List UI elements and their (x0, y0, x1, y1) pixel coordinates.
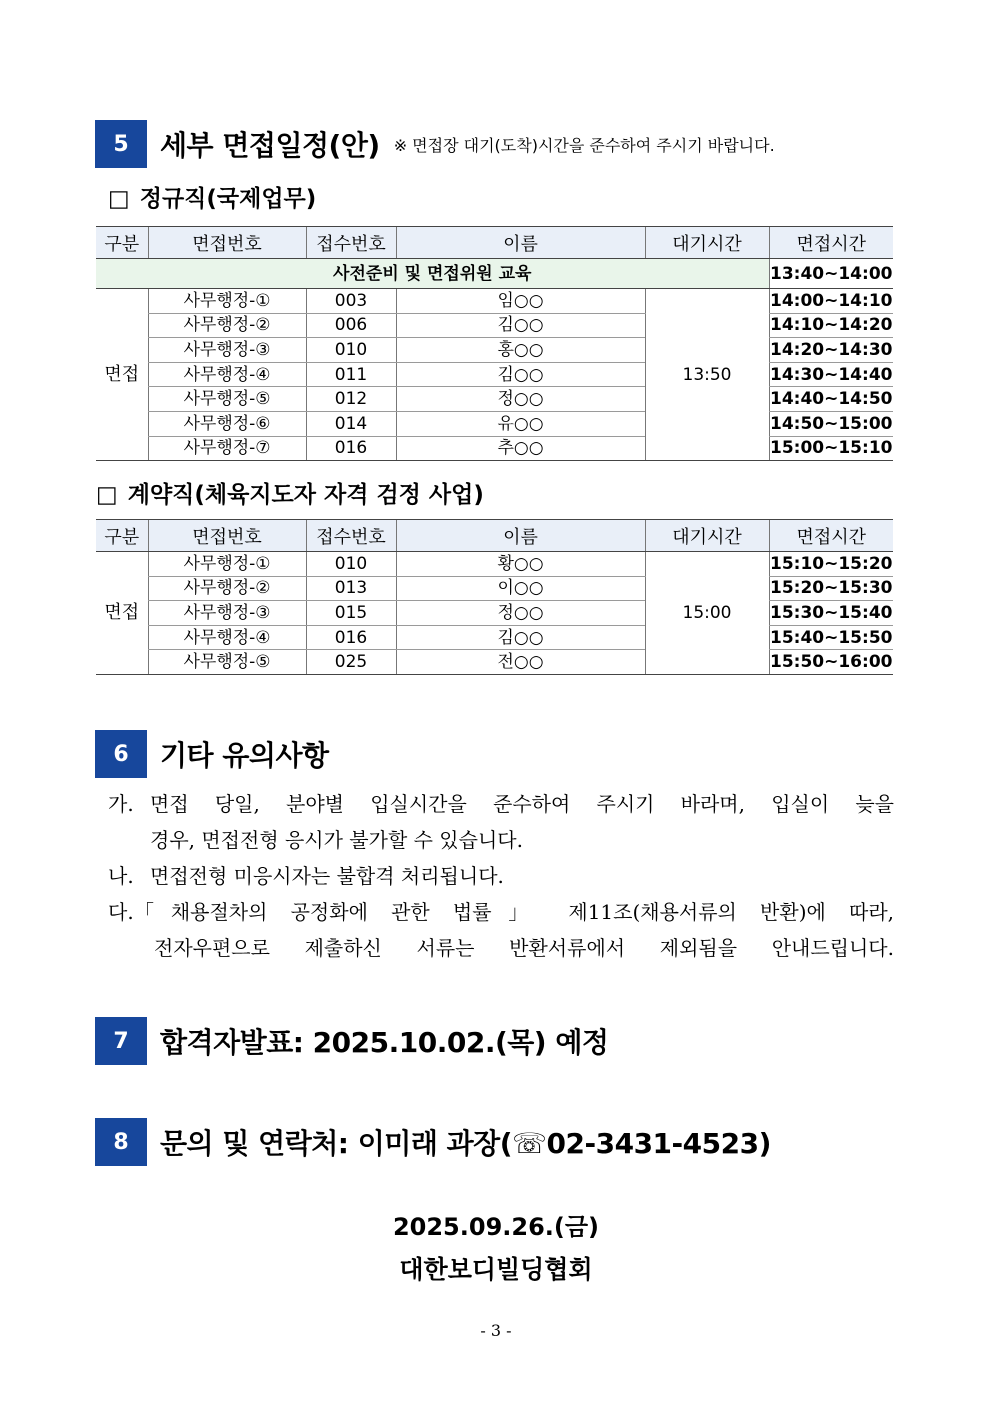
prep-label: 사전준비 및 면접위원 교육 (96, 259, 769, 289)
note-item (108, 786, 894, 858)
organization-name: 대한보디빌딩협회 (399, 1255, 593, 1284)
interview-time: 14:00~14:10 (769, 289, 893, 314)
document-date: 2025.09.26.(금) (392, 1213, 600, 1241)
header-interview-time: 면접시간 (769, 227, 893, 259)
table-row (96, 387, 893, 412)
regular-subtitle (108, 180, 316, 213)
note-line: 전자우편으로 제출하신 서류는 반환서류에서 제외됨을 안내드립니다. (154, 936, 894, 960)
table-row (96, 411, 893, 436)
table-header-row (96, 520, 893, 552)
table-row (96, 436, 893, 461)
applicant-name: 김○○ (396, 625, 645, 650)
interview-no: 사무행정-② (148, 576, 306, 601)
interview-time: 14:10~14:20 (769, 313, 893, 338)
header-interview-no: 면접번호 (148, 520, 306, 552)
section-number: 5 (95, 120, 147, 168)
applicant-name: 추○○ (396, 436, 645, 461)
applicant-name: 정○○ (396, 387, 645, 412)
section-number: 7 (95, 1017, 147, 1065)
header-wait-time: 대기시간 (645, 227, 769, 259)
section-5-header (95, 120, 775, 168)
header-name: 이름 (396, 520, 645, 552)
interview-no: 사무행정-② (148, 313, 306, 338)
reg-no: 012 (306, 387, 396, 412)
notes-list (108, 786, 894, 966)
interview-time: 14:20~14:30 (769, 338, 893, 363)
reg-no: 003 (306, 289, 396, 314)
reg-no: 015 (306, 601, 396, 626)
note-mark: 다. (108, 900, 134, 924)
note-item (108, 894, 894, 966)
group-cell: 면접 (96, 289, 148, 461)
note-line: 경우, 면접전형 응시가 불가할 수 있습니다. (150, 828, 523, 852)
applicant-name: 임○○ (396, 289, 645, 314)
table-row (96, 289, 893, 314)
interview-no: 사무행정-⑤ (148, 387, 306, 412)
note-mark: 나. (108, 864, 134, 888)
interview-time: 15:10~15:20 (769, 552, 893, 577)
applicant-name: 김○○ (396, 313, 645, 338)
reg-no: 014 (306, 411, 396, 436)
regular-schedule-table (96, 226, 893, 461)
prep-time: 13:40~14:00 (769, 259, 893, 289)
interview-no: 사무행정-③ (148, 338, 306, 363)
reg-no: 025 (306, 650, 396, 675)
group-cell: 면접 (96, 552, 148, 675)
wait-time: 13:50 (645, 289, 769, 461)
contract-schedule-table (96, 519, 893, 675)
note-line: 「채용절차의 공정화에 관한 법률」 제11조(채용서류의 반환)에 따라, (134, 900, 894, 924)
wait-time: 15:00 (645, 552, 769, 675)
interview-no: 사무행정-① (148, 552, 306, 577)
header-category: 구분 (96, 520, 148, 552)
header-interview-no: 면접번호 (148, 227, 306, 259)
reg-no: 010 (306, 552, 396, 577)
section-7-header (95, 1017, 608, 1065)
checkbox-glyph: □ (108, 186, 130, 212)
interview-time: 15:20~15:30 (769, 576, 893, 601)
header-reg-no: 접수번호 (306, 520, 396, 552)
header-interview-time: 면접시간 (769, 520, 893, 552)
reg-no: 010 (306, 338, 396, 363)
section-note: ※ 면접장 대기(도착)시간을 준수하여 주시기 바랍니다. (393, 135, 775, 155)
section-8-header (95, 1118, 771, 1166)
applicant-name: 김○○ (396, 362, 645, 387)
reg-no: 006 (306, 313, 396, 338)
table-row (96, 313, 893, 338)
section-6-header (95, 730, 329, 778)
interview-no: 사무행정-⑥ (148, 411, 306, 436)
table-row (96, 601, 893, 626)
interview-no: 사무행정-① (148, 289, 306, 314)
interview-time: 14:40~14:50 (769, 387, 893, 412)
note-line: 면접전형 미응시자는 불합격 처리됩니다. (150, 864, 504, 888)
reg-no: 016 (306, 436, 396, 461)
header-wait-time: 대기시간 (645, 520, 769, 552)
interview-no: 사무행정-⑦ (148, 436, 306, 461)
header-reg-no: 접수번호 (306, 227, 396, 259)
section-title: 문의 및 연락처: 이미래 과장(☏02-3431-4523) (160, 1127, 771, 1160)
note-line: 면접 당일, 분야별 입실시간을 준수하여 주시기 바라며, 입실이 늦을 (150, 792, 894, 816)
section-title: 세부 면접일정(안) (160, 129, 380, 162)
interview-no: 사무행정-④ (148, 625, 306, 650)
applicant-name: 홍○○ (396, 338, 645, 363)
table-header-row (96, 227, 893, 259)
table-row (96, 650, 893, 675)
interview-time: 15:40~15:50 (769, 625, 893, 650)
applicant-name: 유○○ (396, 411, 645, 436)
interview-time: 14:30~14:40 (769, 362, 893, 387)
contract-title: 계약직(체육지도자 자격 검정 사업) (127, 482, 484, 508)
interview-time: 15:50~16:00 (769, 650, 893, 675)
table-row (96, 576, 893, 601)
interview-no: 사무행정-④ (148, 362, 306, 387)
note-mark: 가. (108, 792, 134, 816)
table-row (96, 552, 893, 577)
section-title: 합격자발표: 2025.10.02.(목) 예정 (160, 1026, 609, 1059)
header-name: 이름 (396, 227, 645, 259)
section-number: 8 (95, 1118, 147, 1166)
page-number: - 3 - (480, 1321, 512, 1340)
header-category: 구분 (96, 227, 148, 259)
section-number: 6 (95, 730, 147, 778)
reg-no: 011 (306, 362, 396, 387)
contract-subtitle (96, 476, 484, 509)
applicant-name: 전○○ (396, 650, 645, 675)
checkbox-glyph: □ (96, 482, 118, 508)
note-item (108, 858, 894, 894)
table-row (96, 625, 893, 650)
table-row (96, 362, 893, 387)
table-row (96, 338, 893, 363)
reg-no: 013 (306, 576, 396, 601)
applicant-name: 이○○ (396, 576, 645, 601)
section-title: 기타 유의사항 (160, 739, 329, 772)
interview-time: 15:30~15:40 (769, 601, 893, 626)
applicant-name: 황○○ (396, 552, 645, 577)
interview-time: 15:00~15:10 (769, 436, 893, 461)
interview-no: 사무행정-⑤ (148, 650, 306, 675)
interview-no: 사무행정-③ (148, 601, 306, 626)
regular-title: 정규직(국제업무) (139, 186, 317, 212)
reg-no: 016 (306, 625, 396, 650)
interview-time: 14:50~15:00 (769, 411, 893, 436)
applicant-name: 정○○ (396, 601, 645, 626)
prep-row (96, 259, 893, 289)
